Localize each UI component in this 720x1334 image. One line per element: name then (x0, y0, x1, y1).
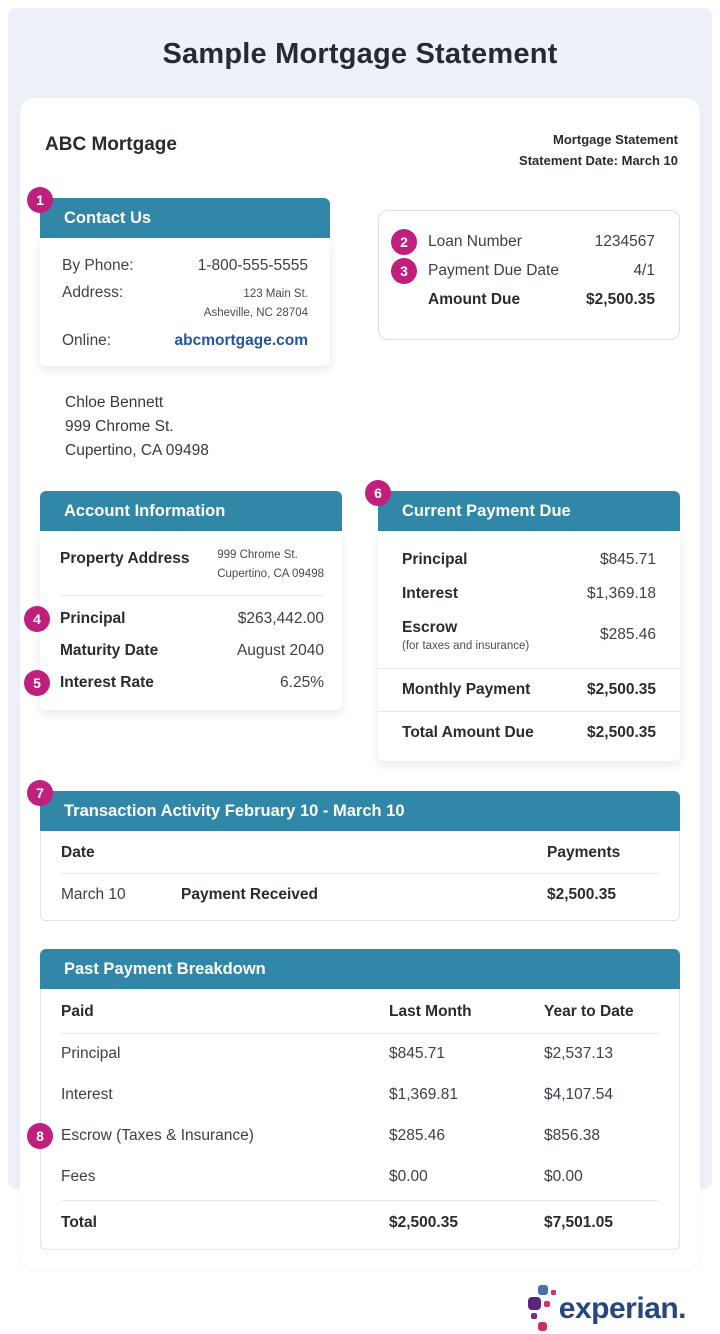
company-name: ABC Mortgage (45, 134, 177, 155)
step-badge-6: 6 (365, 480, 391, 506)
pp-principal-row (61, 1034, 659, 1075)
pp-fees-last-month: $0.00 (389, 1168, 428, 1186)
past-payment-table (36, 989, 680, 1250)
account-information-header: Account Information (40, 491, 342, 531)
logo-dot-pink (538, 1322, 547, 1331)
pp-principal-label: Principal (61, 1045, 121, 1063)
maturity-date-label: Maturity Date (60, 642, 159, 660)
borrower-name: Chloe Bennett (65, 393, 164, 411)
logo-dot-pink-small (551, 1290, 556, 1295)
logo-dot-pink-mid (544, 1301, 550, 1307)
total-amount-due-label: Total Amount Due (402, 723, 534, 741)
account-information-section (33, 491, 342, 711)
property-address-label: Property Address (60, 549, 190, 567)
property-address-row (60, 544, 324, 584)
monthly-payment-value: $2,500.35 (587, 680, 656, 698)
current-payment-due-section (374, 484, 680, 761)
phone-value: 1-800-555-5555 (197, 256, 308, 274)
current-payment-due-header: Current Payment Due (378, 491, 680, 531)
statement-card (20, 98, 700, 1268)
transaction-date: March 10 (61, 885, 126, 903)
pp-interest-label: Interest (61, 1086, 113, 1104)
property-line-1: 999 Chrome St. (217, 548, 298, 561)
cp-principal-row (378, 551, 680, 569)
loan-number-value: 1234567 (594, 233, 655, 251)
pp-interest-last-month: $1,369.81 (389, 1086, 458, 1104)
principal-value: $263,442.00 (237, 610, 324, 628)
cp-interest-label: Interest (402, 584, 458, 602)
borrower-city: Cupertino, CA 09498 (65, 441, 209, 459)
due-date-row (391, 257, 655, 286)
step-badge-1: 1 (27, 187, 53, 213)
contact-us-header: Contact Us (40, 198, 330, 238)
paid-column-header: Paid (61, 1002, 94, 1020)
experian-marque-icon (528, 1284, 556, 1334)
step-badge-4: 4 (24, 606, 50, 632)
footer (8, 1284, 686, 1334)
experian-logo (528, 1284, 686, 1334)
transaction-row (61, 874, 659, 920)
phone-label: By Phone: (62, 256, 134, 274)
logo-dot-purple (528, 1297, 541, 1310)
address-label: Address: (62, 283, 124, 301)
pp-total-label: Total (61, 1213, 97, 1231)
cp-interest-row (378, 585, 680, 603)
due-date-value: 4/1 (633, 262, 655, 280)
contact-address-row (62, 284, 308, 323)
statement-meta (519, 130, 678, 172)
cp-interest-value: $1,369.18 (587, 584, 656, 602)
experian-wordmark: experian. (558, 1291, 686, 1325)
interest-rate-row (33, 674, 324, 692)
address-line-1: 123 Main St. (243, 287, 308, 300)
principal-label: Principal (60, 610, 126, 628)
website-link[interactable]: abcmortgage.com (174, 331, 308, 349)
property-line-2: Cupertino, CA 09498 (217, 567, 324, 580)
monthly-payment-label: Monthly Payment (402, 680, 531, 698)
page-background (8, 8, 712, 1325)
interest-rate-label: Interest Rate (60, 674, 154, 692)
pp-principal-last-month: $845.71 (389, 1045, 446, 1063)
pp-total-ytd: $7,501.05 (544, 1213, 613, 1231)
step-badge-8: 8 (27, 1123, 53, 1149)
address-value (154, 285, 308, 323)
escrow-label-text: Escrow (402, 618, 458, 636)
cp-escrow-label (402, 619, 529, 652)
pp-escrow-label: Escrow (Taxes & Insurance) (61, 1127, 254, 1145)
borrower-street: 999 Chrome St. (65, 417, 174, 435)
pp-total-last-month: $2,500.35 (389, 1213, 458, 1231)
due-date-label: Payment Due Date (428, 262, 559, 280)
pp-fees-row (61, 1157, 659, 1198)
contact-online-row (62, 332, 308, 350)
past-payment-breakdown-header: Past Payment Breakdown (40, 949, 680, 989)
pp-interest-row (61, 1075, 659, 1116)
cp-escrow-row (378, 619, 680, 652)
pp-interest-ytd: $4,107.54 (544, 1086, 613, 1104)
maturity-date-value: August 2040 (236, 642, 324, 660)
pp-principal-ytd: $2,537.13 (544, 1045, 613, 1063)
amount-due-row (391, 286, 655, 315)
loan-number-row (391, 228, 655, 257)
contact-us-section (36, 191, 330, 366)
step-badge-7: 7 (27, 780, 53, 806)
statement-date: Statement Date: March 10 (519, 152, 678, 168)
divider (60, 595, 324, 596)
step-badge-2: 2 (391, 229, 417, 255)
address-line-2: Asheville, NC 28704 (203, 306, 308, 319)
step-badge-5: 5 (24, 670, 50, 696)
logo-dot-blue (538, 1285, 548, 1295)
transaction-activity-section (36, 784, 680, 921)
statement-header (20, 98, 700, 172)
cp-principal-label: Principal (402, 550, 468, 568)
step-badge-3: 3 (391, 258, 417, 284)
monthly-payment-row (378, 669, 680, 711)
page-title: Sample Mortgage Statement (162, 38, 558, 70)
loan-summary-box (378, 210, 680, 340)
cp-escrow-value: $285.46 (599, 626, 656, 644)
total-amount-due-row (378, 712, 680, 761)
pp-fees-ytd: $0.00 (544, 1168, 583, 1186)
pp-escrow-last-month: $285.46 (389, 1127, 446, 1145)
transaction-table-head (61, 831, 659, 874)
borrower-address-block (65, 391, 700, 463)
pp-fees-label: Fees (61, 1168, 96, 1186)
statement-type-label: Mortgage Statement (553, 132, 678, 147)
amount-due-value: $2,500.35 (586, 291, 655, 309)
maturity-date-row (60, 642, 324, 660)
payments-column-header: Payments (547, 843, 621, 861)
transaction-activity-header: Transaction Activity February 10 - March 10 (40, 791, 680, 831)
pp-escrow-row (36, 1116, 659, 1157)
cp-principal-value: $845.71 (599, 550, 656, 568)
property-address-value (217, 544, 324, 584)
past-payment-breakdown-section (36, 949, 680, 1250)
transaction-description: Payment Received (181, 885, 318, 903)
loan-number-label: Loan Number (428, 233, 522, 251)
principal-row (33, 610, 324, 628)
transaction-table (40, 831, 680, 921)
past-payment-table-head (61, 989, 659, 1034)
interest-rate-value: 6.25% (280, 674, 324, 692)
transaction-amount: $2,500.35 (547, 885, 616, 903)
pp-total-row (61, 1200, 659, 1249)
total-amount-due-value: $2,500.35 (587, 723, 656, 741)
date-column-header: Date (61, 843, 95, 861)
amount-due-label: Amount Due (428, 291, 521, 309)
escrow-note: (for taxes and insurance) (402, 639, 530, 652)
online-label: Online: (62, 331, 112, 349)
last-month-column-header: Last Month (389, 1002, 472, 1020)
pp-escrow-ytd: $856.38 (544, 1127, 601, 1145)
contact-phone-row (62, 257, 308, 275)
ytd-column-header: Year to Date (544, 1002, 634, 1020)
logo-dot-purple-small (531, 1313, 537, 1319)
